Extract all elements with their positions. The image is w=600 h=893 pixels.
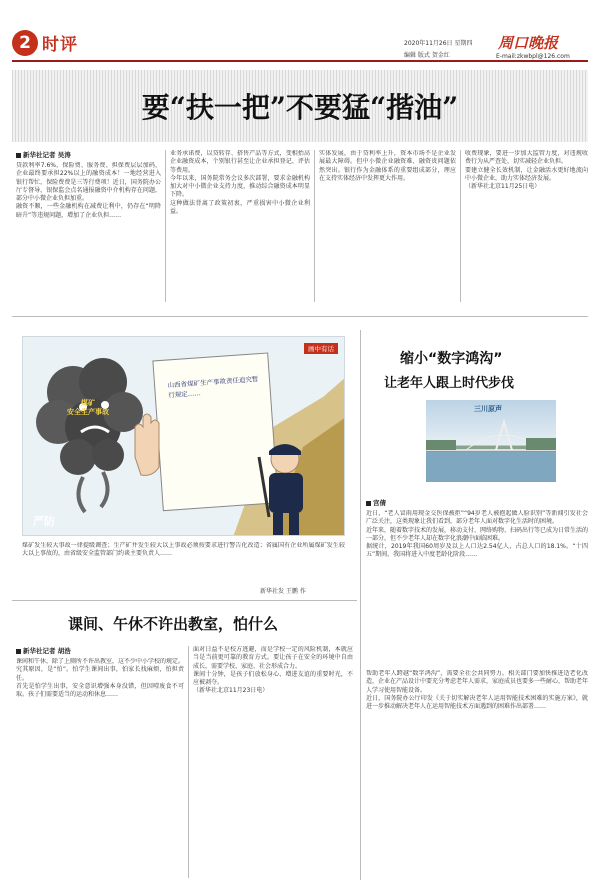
col-divider [188, 646, 189, 878]
col-divider [314, 150, 315, 302]
headline-1: 要“扶一把”不要猛“揩油” [141, 91, 459, 124]
article1-col4: 收费现象，要进一步加大监管力度，对违规收费行为从严查处，切实减轻企业负担。 要建立健全长效机制，让金融活水更好地流向中小微企业，助力实体经济发展。 （新华社北京11月25日电） [465, 150, 588, 191]
section-title: 时评 [42, 35, 78, 55]
cartoon-document-text: 山西省煤矿生产事故责任追究暂行规定…… [167, 375, 259, 400]
cartoon-credit: 新华社发 王鹏 作 [260, 588, 306, 595]
cartoon-panel [22, 336, 345, 536]
cartoon-tag: 画中有话 [304, 343, 338, 354]
article2-col1: 课间和午休，除了上厕所不许出教室，这不少中小学校的规定。究其原因，是“怕”。怕学生课间出事，怕家长找麻烦，怕担责任。 首先是怕学生出事，安全意识增强本身没错，但因噎废食不可取。孩子们需要适当的运动和休息…… [16, 658, 184, 699]
contact-email: E-mail:zkwbpl@126.com [496, 53, 570, 60]
article1-byline-text: 新华社记者 吴涛 [23, 151, 71, 159]
headline-banner [12, 70, 588, 142]
page-number-badge: 2 [12, 30, 38, 56]
photo-label: 三川原声 [474, 405, 502, 413]
headline-3-line2: 让老年人跟上时代步伐 [384, 376, 515, 391]
byline-marker [16, 649, 21, 654]
byline-marker [16, 153, 21, 158]
article1-byline [16, 150, 71, 159]
article1-col2: 业务承诺费，以贷转存、搭售产品等方式，变相抬高企业融资成本，个别银行甚至让企业承担登记、评估等费用。 今年以来，国务院常务会议多次部署，要求金融机构加大对中小微企业支持力度，推动综合融资成本明显下降。 这种做法背离了政策初衷，严重损害中小微企业利益。 [170, 150, 310, 216]
article3-col1: 近日，“老人冒雨用现金交医保被拒”“94岁老人被抱起做人脸识别”等新闻引发社会广泛关注，这类现象让我们看到，部分老年人面对数字化生活时的困境。 近年来，随着数字技术的发展，移动支付、网络购物、扫码出行等已成为日常生活的一部分，但不少老年人却在数字化浪潮中面临困难。 据统计，2019年我国60周岁及以上人口达2.54亿人，占总人口的18.1%。“十四五”期间，我国将进入中度老龄化阶段…… [366, 510, 588, 559]
section-divider [12, 316, 588, 317]
article2-col2: 面对日益不是校方逃避，而是学校一定的风险机制，本就应当是当前更可靠的教育方式。要让孩子在安全的环境中自由成长，需要学校、家庭、社会形成合力。 课间十分钟，是孩子们放松身心、增进友谊的重要时光，不应被剥夺。 （新华社北京11月23日电） [193, 646, 353, 695]
article1-col1: 贷款利率7.6%，保险费、服务费、担保费层层加码，企业最终要承担22%以上的融资成本！一地经营进入银行帮忙，保险费费是三等行费项！近日，国务院办公厅专督导，银保监会点名通报融资中介机构存在问题，部分中小微企业负担加重。 融资不顺，一些金融机构在减费让利中，仍存在“明降暗升”等违规问题，增加了企业负担…… [16, 162, 161, 219]
article2-byline-text: 新华社记者 胡浩 [23, 647, 71, 655]
editor-credit: 编辑 版式 贺金红 [404, 52, 450, 59]
article3-byline [366, 498, 386, 507]
issue-date: 2020年11月26日 星期四 [404, 40, 473, 47]
paper-logo: 周口晚报 [498, 34, 559, 52]
col-divider [460, 150, 461, 302]
headline-3-line1: 缩小“数字鸿沟” [400, 351, 503, 367]
cartoon-cloud-label: 煤矿 安全生产事故 [67, 399, 109, 416]
cartoon-caption: 严防 [33, 515, 55, 528]
article3-photo [426, 400, 556, 482]
article3-col2: 帮助老年人跨越“数字鸿沟”，需要全社会共同努力。相关部门要加快推进适老化改造，企业在产品设计中要充分考虑老年人需求，家庭成员也要多一些耐心，帮助老年人学习使用智能设备。 近日，国务院办公厅印发《关于切实解决老年人运用智能技术困难的实施方案》，就进一步推动解决老年人在运用智能技术方面遇到的困难作出部署…… [366, 670, 588, 711]
article2-byline [16, 646, 71, 655]
smoke-cloud-icon [36, 358, 143, 512]
masthead-rule [12, 60, 588, 62]
cartoon-description: 煤矿发生较大事故一律提级调查；生产矿井发生较大以上事故必须按要求进行警告化改造；省属国有企业所属煤矿发生较大以上事故的，由省级安全监管部门约谈主要负责人…… [22, 542, 345, 558]
section-divider [12, 600, 357, 601]
masthead [0, 0, 600, 64]
headline-2: 课间、午休不许出教室，怕什么 [68, 615, 279, 633]
col-divider [360, 330, 361, 880]
col-divider [165, 150, 166, 302]
byline-marker [366, 501, 371, 506]
article3-byline-text: 宫倩 [373, 499, 386, 507]
article1-col3: 实体发展，由于贷利率上升，资本市场不是企业发展最大障碍。但中小微企业融资难、融资贵问题依然突出。银行作为金融体系的重要组成部分，理应在支持实体经济中发挥更大作用。 [319, 150, 456, 182]
